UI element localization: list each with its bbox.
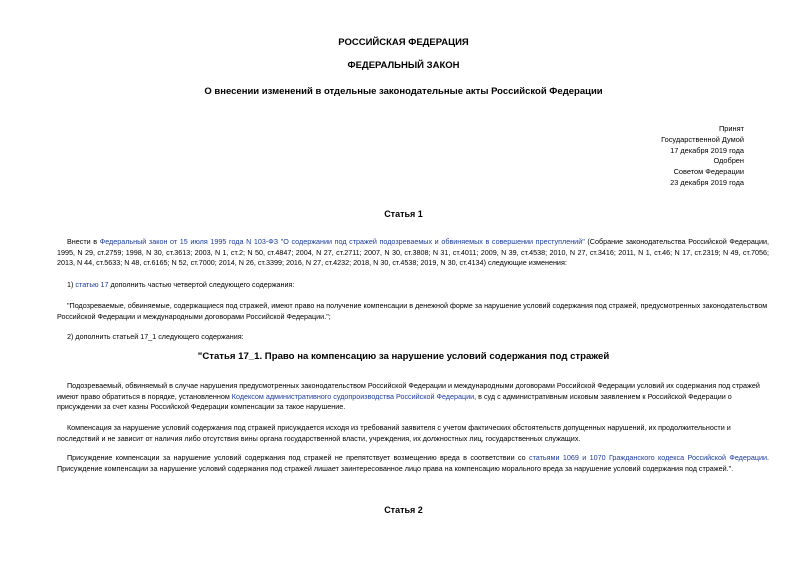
p3-prefix: Присуждение компенсации за нарушение условий содержания под стражей не препятствует возмещению вреда в соответствии со (67, 453, 529, 462)
article-17-1-paragraph-1 (57, 381, 769, 413)
intro-prefix: Внести в (67, 237, 100, 246)
item1-suffix: дополнить частью четвертой следующего содержания: (108, 280, 295, 289)
document-title: О внесении изменений в отдельные законодательные акты Российской Федерации (204, 86, 603, 97)
adoption-line: Одобрен (713, 156, 744, 166)
adoption-line: Советом Федерации (673, 167, 744, 177)
country-heading: РОССИЙСКАЯ ФЕДЕРАЦИЯ (338, 37, 469, 48)
article-1-heading: Статья 1 (384, 209, 423, 219)
article-17-1-heading: "Статья 17_1. Право на компенсацию за нарушение условий содержания под стражей (197, 351, 610, 362)
article-17-1-paragraph-2: Компенсация за нарушение условий содержания под стражей присуждается исходя из требований заявителя с учетом фактических обстоятельств допущенных нарушений, их продолжительности и последствий и не зависит от наличия либо отсутствия вины органа государственной власти, учреждения, их должностных лиц, государственных служащих. (57, 423, 731, 443)
article-17-1-paragraph-3 (57, 453, 769, 474)
adoption-block (661, 124, 744, 189)
p1-suffix: , в суд с административным исковым заявлением к Российской Федерации о присуждении за счет казны Российской Федерации компенсации за такое нарушение. (57, 391, 732, 412)
law-type-heading: ФЕДЕРАЛЬНЫЙ ЗАКОН (347, 60, 460, 71)
article-1-intro (57, 237, 769, 269)
intro-suffix: (Собрание законодательства Российской Федерации, 1995, N 29, ст.2759; 1998, N 30, ст.3613; 2003, N 1, ст.2; N 50, ст.4847; 2004, N 27, ст.2711; 2007, N 30, ст.3808; N 31, ст.4011; 2009, N 39, ст.4538; 2010, N 27, ст.3416; 2011, N 1, ст.46; N 17, ст.2319; N 49, ст.7056; 2013, N 44, ст.5633; N 48, ст.6165; N 52, ст.7000; 2014, N 26, ст.3399; 2016, N 27, ст.4232; 2018, N 30, ст.4538; 2019, N 30, ст.4134) следующие изменения: (57, 237, 769, 268)
adoption-line: 17 декабря 2019 года (670, 145, 744, 155)
adoption-line: Принят (718, 124, 744, 133)
article-1-item-2: 2) дополнить статьей 17_1 следующего содержания: (67, 332, 244, 341)
adoption-line: 23 декабря 2019 года (670, 177, 744, 187)
federal-law-103-link[interactable]: Федеральный закон от 15 июля 1995 года N 103-ФЗ "О содержании под стражей подозреваемых и обвиняемых в совершении преступлений" (99, 237, 585, 246)
article-2-heading: Статья 2 (384, 505, 423, 515)
article-17-link[interactable]: статью 17 (75, 280, 109, 289)
civil-code-articles-link[interactable]: статьями 1069 и 1070 Гражданского кодекса Российской Федерации (528, 453, 767, 462)
adoption-line: Государственной Думой (661, 134, 744, 144)
article-1-item-1 (57, 280, 769, 291)
admin-procedure-code-link[interactable]: Кодексом административного судопроизводства Российской Федерации (231, 391, 475, 401)
article-1-item-1-quote: "Подозреваемые, обвиняемые, содержащиеся под стражей, имеют право на получение компенсации в денежной форме за нарушение условий содержания под стражей, предусмотренных законодательством Российской Федерации и международными договорами Российской Федерации."; (57, 301, 768, 321)
p3-suffix: . Присуждение компенсации за нарушение условий содержания под стражей лишает заинтересованное лицо права на компенсацию морального вреда за нарушение условий содержания под стражей.". (57, 453, 769, 473)
item1-prefix: 1) (67, 280, 76, 289)
p1-prefix: Подозреваемый, обвиняемый в случае нарушения предусмотренных законодательством Российской Федерации и международными договорами Российской Федерации условий их содержания под стражей имеют право обратиться в порядке, установленном (57, 381, 760, 401)
